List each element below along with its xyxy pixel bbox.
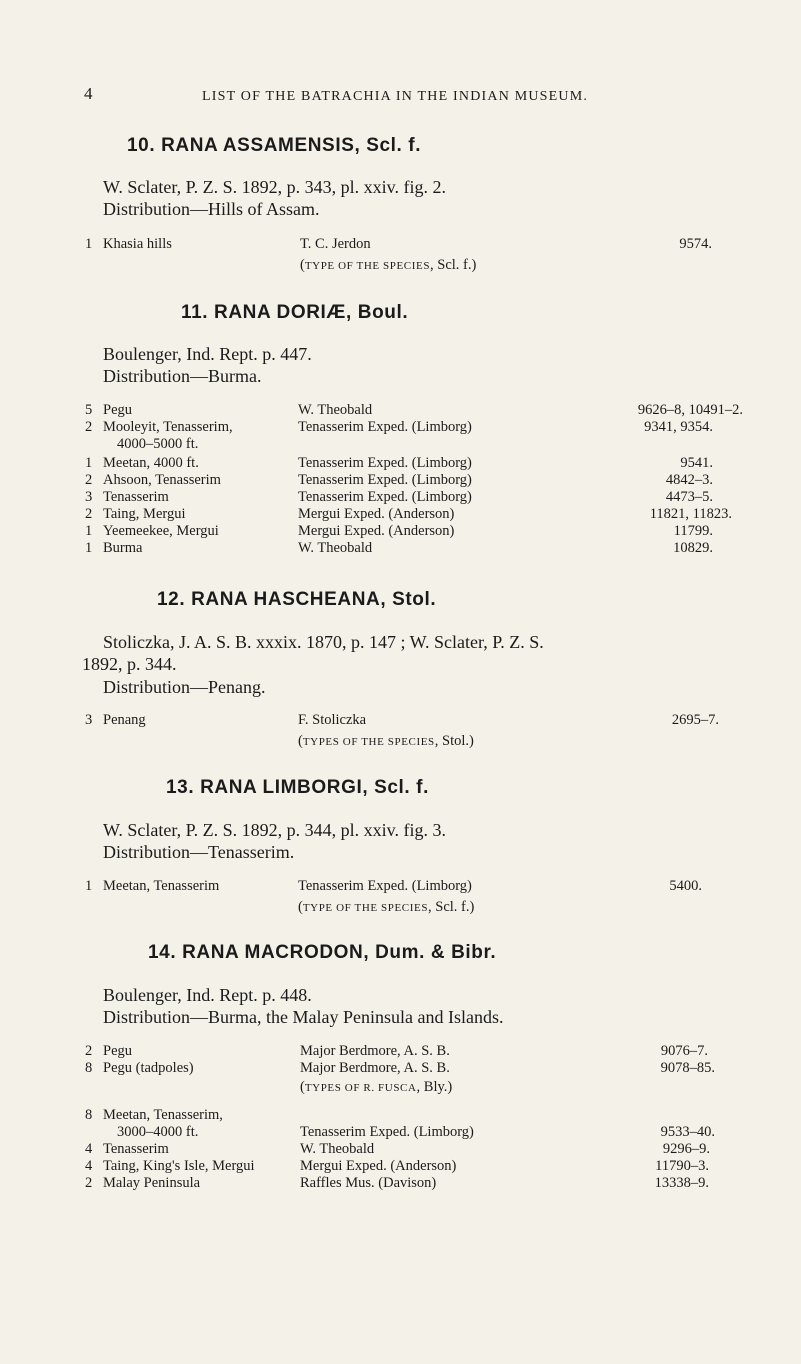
specimen-locality: Taing, King's Isle, Mergui — [103, 1158, 255, 1174]
specimen-locality: Pegu (tadpoles) — [103, 1060, 194, 1076]
reference: W. Sclater, P. Z. S. 1892, p. 344, pl. xxiv. fig. 3. — [103, 820, 446, 840]
specimen-count: 4 — [85, 1141, 93, 1157]
specimen-numbers: 5400. — [669, 878, 702, 894]
specimen-count: 2 — [85, 1043, 93, 1059]
specimen-numbers: 9341, 9354. — [644, 419, 713, 435]
specimen-collector: W. Theobald — [298, 402, 373, 418]
distribution: Distribution—Burma. — [103, 366, 262, 386]
specimen-locality-continued: 4000–5000 ft. — [117, 436, 199, 452]
reference: W. Sclater, P. Z. S. 1892, p. 343, pl. xxiv. fig. 2. — [103, 177, 446, 197]
specimen-numbers: 4842–3. — [665, 472, 713, 488]
species-heading: 11. RANA DORIÆ, Boul. — [181, 302, 409, 323]
specimen-locality: Khasia hills — [103, 236, 172, 252]
specimen-count: 1 — [85, 878, 93, 894]
specimen-numbers: 4473–5. — [665, 489, 713, 505]
reference: Boulenger, Ind. Rept. p. 448. — [103, 985, 312, 1005]
specimen-numbers: 2695–7. — [671, 712, 719, 728]
specimen-collector: Major Berdmore, A. S. B. — [300, 1060, 450, 1076]
specimen-count: 1 — [85, 523, 93, 539]
specimen-locality: Burma — [103, 540, 143, 556]
specimen-collector: W. Theobald — [298, 540, 373, 556]
specimen-numbers: 9574. — [679, 236, 712, 252]
type-note: (TYPE OF THE SPECIES, Scl. f.) — [298, 899, 475, 915]
specimen-collector: Tenasserim Exped. (Limborg) — [298, 419, 472, 435]
specimen-collector: Tenasserim Exped. (Limborg) — [298, 489, 472, 505]
specimen-collector: Mergui Exped. (Anderson) — [298, 506, 455, 522]
type-note: (TYPE OF THE SPECIES, Scl. f.) — [300, 257, 477, 273]
specimen-count: 5 — [85, 402, 93, 418]
specimen-numbers: 11799. — [673, 523, 713, 539]
specimen-locality: Ahsoon, Tenasserim — [103, 472, 221, 488]
specimen-collector: Major Berdmore, A. S. B. — [300, 1043, 450, 1059]
specimen-count: 2 — [85, 506, 93, 522]
specimen-numbers: 11790–3. — [655, 1158, 709, 1174]
specimen-collector: T. C. Jerdon — [300, 236, 371, 252]
specimen-locality: Pegu — [103, 402, 132, 418]
specimen-locality: Mooleyit, Tenasserim, — [103, 419, 233, 435]
species-heading: 14. RANA MACRODON, Dum. & Bibr. — [148, 942, 497, 963]
species-heading: 10. RANA ASSAMENSIS, Scl. f. — [127, 135, 422, 156]
specimen-locality: Tenasserim — [103, 489, 169, 505]
type-note: (TYPES OF R. FUSCA, Bly.) — [300, 1079, 453, 1095]
specimen-count: 8 — [85, 1107, 93, 1123]
specimen-numbers: 11821, 11823. — [649, 506, 732, 522]
specimen-collector: W. Theobald — [300, 1141, 375, 1157]
specimen-numbers: 10829. — [673, 540, 713, 556]
specimen-numbers: 9541. — [680, 455, 713, 471]
specimen-collector: Tenasserim Exped. (Limborg) — [298, 472, 472, 488]
specimen-count: 4 — [85, 1158, 93, 1174]
specimen-locality: Meetan, Tenasserim, — [103, 1107, 223, 1123]
specimen-count: 1 — [85, 455, 93, 471]
specimen-locality-continued: 3000–4000 ft. — [117, 1124, 199, 1140]
specimen-locality: Taing, Mergui — [103, 506, 186, 522]
type-note: (TYPES OF THE SPECIES, Stol.) — [298, 733, 474, 749]
specimen-numbers: 9533–40. — [660, 1124, 715, 1140]
specimen-locality: Penang — [103, 712, 146, 728]
reference-continued: 1892, p. 344. — [82, 654, 177, 674]
specimen-numbers: 9296–9. — [662, 1141, 710, 1157]
distribution: Distribution—Penang. — [103, 677, 266, 697]
running-head: LIST OF THE BATRACHIA IN THE INDIAN MUSEUM. — [202, 89, 589, 104]
specimen-numbers: 9076–7. — [660, 1043, 708, 1059]
specimen-collector: Tenasserim Exped. (Limborg) — [298, 878, 472, 894]
specimen-count: 2 — [85, 419, 93, 435]
specimen-locality: Malay Peninsula — [103, 1175, 201, 1191]
reference: Boulenger, Ind. Rept. p. 447. — [103, 344, 312, 364]
specimen-locality: Yeemeekee, Mergui — [103, 523, 219, 539]
specimen-numbers: 9626–8, 10491–2. — [637, 402, 743, 418]
species-heading: 12. RANA HASCHEANA, Stol. — [157, 589, 437, 610]
specimen-count: 3 — [85, 489, 93, 505]
specimen-locality: Pegu — [103, 1043, 132, 1059]
reference: Stoliczka, J. A. S. B. xxxix. 1870, p. 147 ; W. Sclater, P. Z. S. — [103, 632, 544, 652]
specimen-collector: Tenasserim Exped. (Limborg) — [300, 1124, 474, 1140]
specimen-count: 8 — [85, 1060, 93, 1076]
specimen-locality: Tenasserim — [103, 1141, 169, 1157]
specimen-count: 2 — [85, 1175, 93, 1191]
species-heading: 13. RANA LIMBORGI, Scl. f. — [166, 777, 429, 798]
specimen-collector: Tenasserim Exped. (Limborg) — [298, 455, 472, 471]
specimen-collector: Raffles Mus. (Davison) — [300, 1175, 437, 1191]
distribution: Distribution—Burma, the Malay Peninsula and Islands. — [103, 1007, 504, 1027]
specimen-count: 1 — [85, 236, 93, 252]
specimen-count: 1 — [85, 540, 93, 556]
page-number: 4 — [84, 84, 93, 103]
specimen-count: 3 — [85, 712, 93, 728]
specimen-locality: Meetan, 4000 ft. — [103, 455, 199, 471]
specimen-collector: F. Stoliczka — [298, 712, 367, 728]
distribution: Distribution—Hills of Assam. — [103, 199, 320, 219]
specimen-collector: Mergui Exped. (Anderson) — [300, 1158, 457, 1174]
distribution: Distribution—Tenasserim. — [103, 842, 295, 862]
specimen-numbers: 13338–9. — [654, 1175, 709, 1191]
specimen-collector: Mergui Exped. (Anderson) — [298, 523, 455, 539]
specimen-numbers: 9078–85. — [660, 1060, 715, 1076]
specimen-count: 2 — [85, 472, 93, 488]
specimen-locality: Meetan, Tenasserim — [103, 878, 220, 894]
